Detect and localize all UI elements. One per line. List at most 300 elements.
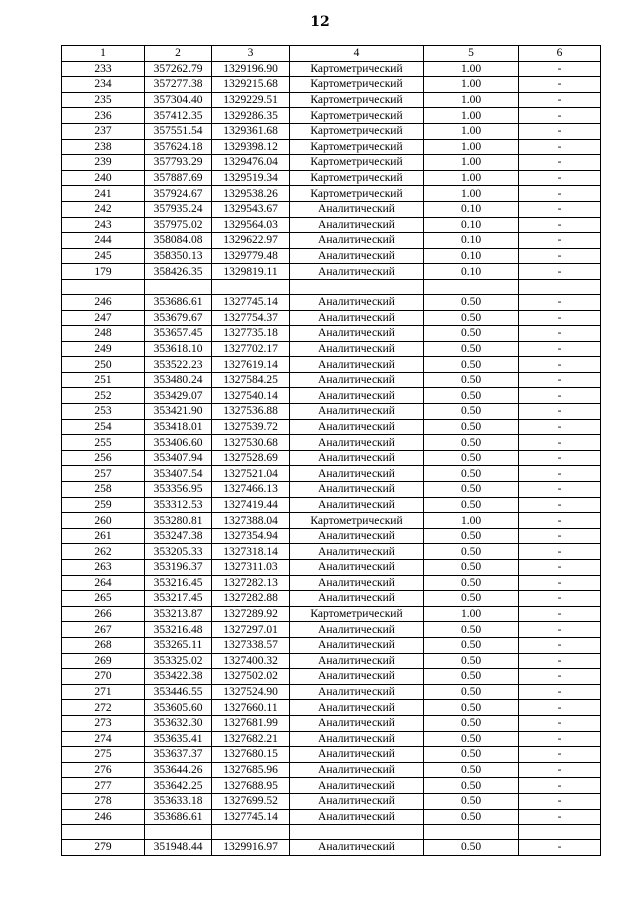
- table-cell: 261: [62, 528, 145, 544]
- table-cell: 258: [62, 482, 145, 498]
- table-cell: 1329819.11: [212, 264, 290, 280]
- table-row: [62, 793, 601, 809]
- column-header: 3: [212, 46, 290, 62]
- table-row: [62, 294, 601, 310]
- table-cell: 0.50: [424, 528, 519, 544]
- section-separator-row: [62, 825, 601, 840]
- empty-cell: [424, 825, 519, 840]
- table-row: [62, 201, 601, 217]
- table-row: [62, 809, 601, 825]
- table-cell: 0.50: [424, 731, 519, 747]
- table-cell: 1327540.14: [212, 388, 290, 404]
- table-cell: Аналитический: [290, 762, 424, 778]
- table-cell: 233: [62, 61, 145, 77]
- table-row: [62, 123, 601, 139]
- table-cell: 234: [62, 77, 145, 93]
- table-cell: 1327400.32: [212, 653, 290, 669]
- empty-cell: [145, 825, 212, 840]
- table-cell: 353216.48: [145, 622, 212, 638]
- table-cell: Аналитический: [290, 637, 424, 653]
- table-cell: Аналитический: [290, 264, 424, 280]
- table-cell: 353421.90: [145, 404, 212, 420]
- table-cell: Аналитический: [290, 233, 424, 249]
- table-cell: 256: [62, 450, 145, 466]
- table-cell: -: [519, 435, 601, 451]
- table-cell: Аналитический: [290, 700, 424, 716]
- table-cell: Картометрический: [290, 186, 424, 202]
- table-row: [62, 186, 601, 202]
- table-cell: 1329519.34: [212, 170, 290, 186]
- table-cell: -: [519, 341, 601, 357]
- table-cell: 353213.87: [145, 606, 212, 622]
- table-row: [62, 653, 601, 669]
- table-cell: 240: [62, 170, 145, 186]
- table-cell: 259: [62, 497, 145, 513]
- table-cell: 0.10: [424, 248, 519, 264]
- table-cell: 0.50: [424, 809, 519, 825]
- table-cell: 353429.07: [145, 388, 212, 404]
- table-cell: 278: [62, 793, 145, 809]
- table-cell: 353280.81: [145, 513, 212, 529]
- table-cell: 1327419.44: [212, 497, 290, 513]
- table-cell: 0.50: [424, 591, 519, 607]
- table-row: [62, 435, 601, 451]
- coordinates-table-body: [62, 46, 601, 856]
- table-row: [62, 466, 601, 482]
- table-cell: -: [519, 170, 601, 186]
- table-cell: 353632.30: [145, 715, 212, 731]
- table-row: [62, 326, 601, 342]
- table-cell: 0.50: [424, 372, 519, 388]
- table-cell: 179: [62, 264, 145, 280]
- table-cell: 353356.95: [145, 482, 212, 498]
- table-cell: 1327318.14: [212, 544, 290, 560]
- table-cell: 268: [62, 637, 145, 653]
- table-row: [62, 155, 601, 171]
- table-cell: 273: [62, 715, 145, 731]
- table-cell: 1329916.97: [212, 840, 290, 856]
- table-cell: 269: [62, 653, 145, 669]
- table-row: [62, 747, 601, 763]
- table-cell: -: [519, 731, 601, 747]
- table-cell: 274: [62, 731, 145, 747]
- table-cell: 357624.18: [145, 139, 212, 155]
- table-cell: 246: [62, 809, 145, 825]
- table-cell: 1327524.90: [212, 684, 290, 700]
- table-cell: -: [519, 778, 601, 794]
- table-cell: -: [519, 466, 601, 482]
- table-cell: 1.00: [424, 108, 519, 124]
- table-cell: -: [519, 669, 601, 685]
- empty-cell: [519, 279, 601, 294]
- table-cell: -: [519, 637, 601, 653]
- table-cell: 1327682.21: [212, 731, 290, 747]
- table-cell: 1327282.88: [212, 591, 290, 607]
- table-cell: 0.50: [424, 341, 519, 357]
- table-cell: Аналитический: [290, 482, 424, 498]
- table-cell: 0.50: [424, 388, 519, 404]
- table-cell: 357935.24: [145, 201, 212, 217]
- table-cell: 353205.33: [145, 544, 212, 560]
- table-cell: 353312.53: [145, 497, 212, 513]
- section-separator-row: [62, 279, 601, 294]
- table-cell: 353686.61: [145, 294, 212, 310]
- table-cell: 357277.38: [145, 77, 212, 93]
- table-cell: -: [519, 747, 601, 763]
- table-cell: 1327619.14: [212, 357, 290, 373]
- table-cell: 0.50: [424, 404, 519, 420]
- table-cell: Аналитический: [290, 466, 424, 482]
- table-row: [62, 357, 601, 373]
- table-cell: -: [519, 404, 601, 420]
- table-cell: 0.50: [424, 357, 519, 373]
- table-cell: 0.50: [424, 669, 519, 685]
- table-cell: 245: [62, 248, 145, 264]
- table-cell: -: [519, 715, 601, 731]
- table-cell: 0.50: [424, 747, 519, 763]
- table-cell: Аналитический: [290, 404, 424, 420]
- table-cell: 247: [62, 310, 145, 326]
- table-cell: Картометрический: [290, 606, 424, 622]
- table-cell: 253: [62, 404, 145, 420]
- table-cell: 0.50: [424, 497, 519, 513]
- table-cell: 353325.02: [145, 653, 212, 669]
- table-cell: 1.00: [424, 77, 519, 93]
- table-cell: -: [519, 186, 601, 202]
- table-cell: -: [519, 248, 601, 264]
- table-cell: 1329779.48: [212, 248, 290, 264]
- table-cell: -: [519, 700, 601, 716]
- table-row: [62, 622, 601, 638]
- table-cell: 0.50: [424, 450, 519, 466]
- table-cell: 353522.23: [145, 357, 212, 373]
- table-cell: Аналитический: [290, 715, 424, 731]
- table-cell: Аналитический: [290, 778, 424, 794]
- table-cell: 357551.54: [145, 123, 212, 139]
- table-cell: 1.00: [424, 170, 519, 186]
- table-cell: Картометрический: [290, 139, 424, 155]
- table-cell: -: [519, 840, 601, 856]
- table-row: [62, 715, 601, 731]
- table-cell: 358084.08: [145, 233, 212, 249]
- table-cell: 357924.67: [145, 186, 212, 202]
- table-row: [62, 840, 601, 856]
- table-cell: 353406.60: [145, 435, 212, 451]
- table-row: [62, 264, 601, 280]
- table-cell: Аналитический: [290, 248, 424, 264]
- table-cell: Аналитический: [290, 435, 424, 451]
- table-cell: 0.50: [424, 700, 519, 716]
- table-cell: 263: [62, 560, 145, 576]
- table-cell: 0.50: [424, 560, 519, 576]
- table-cell: 267: [62, 622, 145, 638]
- table-cell: 0.10: [424, 264, 519, 280]
- table-cell: Аналитический: [290, 731, 424, 747]
- empty-cell: [290, 279, 424, 294]
- table-cell: 353407.94: [145, 450, 212, 466]
- table-cell: 275: [62, 747, 145, 763]
- table-cell: 1327466.13: [212, 482, 290, 498]
- table-row: [62, 341, 601, 357]
- table-cell: 242: [62, 201, 145, 217]
- table-cell: 1327685.96: [212, 762, 290, 778]
- table-cell: -: [519, 575, 601, 591]
- table-cell: Аналитический: [290, 575, 424, 591]
- table-cell: 357887.69: [145, 170, 212, 186]
- table-cell: 1.00: [424, 606, 519, 622]
- table-row: [62, 482, 601, 498]
- table-cell: Аналитический: [290, 528, 424, 544]
- table-cell: -: [519, 793, 601, 809]
- table-cell: -: [519, 513, 601, 529]
- table-cell: 353196.37: [145, 560, 212, 576]
- table-cell: 0.50: [424, 793, 519, 809]
- table-cell: -: [519, 108, 601, 124]
- table-row: [62, 778, 601, 794]
- table-cell: 358350.13: [145, 248, 212, 264]
- table-cell: 249: [62, 341, 145, 357]
- table-cell: 262: [62, 544, 145, 560]
- empty-cell: [212, 279, 290, 294]
- table-cell: 1329398.12: [212, 139, 290, 155]
- empty-cell: [145, 279, 212, 294]
- table-cell: Аналитический: [290, 684, 424, 700]
- table-cell: 353679.67: [145, 310, 212, 326]
- table-cell: 1327699.52: [212, 793, 290, 809]
- table-cell: 279: [62, 840, 145, 856]
- table-cell: -: [519, 372, 601, 388]
- table-cell: -: [519, 622, 601, 638]
- table-cell: 1327338.57: [212, 637, 290, 653]
- table-row: [62, 591, 601, 607]
- table-cell: 0.10: [424, 217, 519, 233]
- table-cell: 1327702.17: [212, 341, 290, 357]
- table-cell: Аналитический: [290, 544, 424, 560]
- table-cell: 248: [62, 326, 145, 342]
- table-cell: Аналитический: [290, 840, 424, 856]
- table-cell: 353635.41: [145, 731, 212, 747]
- table-cell: 353216.45: [145, 575, 212, 591]
- table-cell: 0.50: [424, 544, 519, 560]
- column-header: 2: [145, 46, 212, 62]
- table-cell: 255: [62, 435, 145, 451]
- table-cell: 0.50: [424, 482, 519, 498]
- table-row: [62, 762, 601, 778]
- table-cell: -: [519, 653, 601, 669]
- table-cell: 0.50: [424, 684, 519, 700]
- table-cell: 0.50: [424, 762, 519, 778]
- table-cell: -: [519, 684, 601, 700]
- column-header: 1: [62, 46, 145, 62]
- table-cell: 1327681.99: [212, 715, 290, 731]
- table-row: [62, 139, 601, 155]
- table-cell: 1327502.02: [212, 669, 290, 685]
- table-cell: -: [519, 450, 601, 466]
- table-cell: 1327388.04: [212, 513, 290, 529]
- table-cell: 1329543.67: [212, 201, 290, 217]
- table-cell: 1329229.51: [212, 92, 290, 108]
- table-cell: 351948.44: [145, 840, 212, 856]
- table-cell: -: [519, 357, 601, 373]
- table-cell: 1329286.35: [212, 108, 290, 124]
- table-cell: Аналитический: [290, 372, 424, 388]
- table-cell: 236: [62, 108, 145, 124]
- empty-cell: [290, 825, 424, 840]
- table-cell: 237: [62, 123, 145, 139]
- table-cell: 1.00: [424, 139, 519, 155]
- table-cell: 1327521.04: [212, 466, 290, 482]
- table-row: [62, 92, 601, 108]
- table-cell: -: [519, 544, 601, 560]
- table-cell: -: [519, 560, 601, 576]
- table-row: [62, 700, 601, 716]
- table-cell: 264: [62, 575, 145, 591]
- empty-cell: [424, 279, 519, 294]
- table-cell: -: [519, 497, 601, 513]
- table-row: [62, 419, 601, 435]
- table-cell: 353637.37: [145, 747, 212, 763]
- table-cell: 1327530.68: [212, 435, 290, 451]
- table-cell: Аналитический: [290, 294, 424, 310]
- table-cell: 0.50: [424, 326, 519, 342]
- table-cell: 1327354.94: [212, 528, 290, 544]
- table-cell: -: [519, 92, 601, 108]
- table-cell: 252: [62, 388, 145, 404]
- table-cell: 1329476.04: [212, 155, 290, 171]
- table-cell: 1327754.37: [212, 310, 290, 326]
- table-cell: Аналитический: [290, 793, 424, 809]
- table-row: [62, 77, 601, 93]
- table-cell: Аналитический: [290, 669, 424, 685]
- table-row: [62, 404, 601, 420]
- table-row: [62, 637, 601, 653]
- table-cell: Аналитический: [290, 388, 424, 404]
- table-row: [62, 450, 601, 466]
- table-cell: Аналитический: [290, 450, 424, 466]
- table-cell: 254: [62, 419, 145, 435]
- table-cell: 1.00: [424, 155, 519, 171]
- table-cell: 1329215.68: [212, 77, 290, 93]
- table-cell: Аналитический: [290, 653, 424, 669]
- table-cell: -: [519, 310, 601, 326]
- column-header: 4: [290, 46, 424, 62]
- table-cell: 1.00: [424, 92, 519, 108]
- table-row: [62, 669, 601, 685]
- table-row: [62, 170, 601, 186]
- table-cell: 0.50: [424, 466, 519, 482]
- table-cell: 0.50: [424, 715, 519, 731]
- table-row: [62, 528, 601, 544]
- table-cell: Картометрический: [290, 170, 424, 186]
- table-cell: 1.00: [424, 61, 519, 77]
- table-cell: 353217.45: [145, 591, 212, 607]
- table-cell: -: [519, 294, 601, 310]
- table-cell: 257: [62, 466, 145, 482]
- table-row: [62, 560, 601, 576]
- table-cell: 357262.79: [145, 61, 212, 77]
- table-cell: 0.50: [424, 575, 519, 591]
- table-cell: -: [519, 606, 601, 622]
- table-cell: Аналитический: [290, 809, 424, 825]
- table-cell: 0.50: [424, 637, 519, 653]
- table-cell: 353633.18: [145, 793, 212, 809]
- table-cell: 353642.25: [145, 778, 212, 794]
- table-cell: Картометрический: [290, 92, 424, 108]
- table-cell: -: [519, 419, 601, 435]
- table-cell: -: [519, 139, 601, 155]
- table-cell: -: [519, 809, 601, 825]
- table-cell: 1327745.14: [212, 809, 290, 825]
- table-cell: -: [519, 388, 601, 404]
- table-cell: 265: [62, 591, 145, 607]
- table-cell: -: [519, 123, 601, 139]
- table-cell: 357793.29: [145, 155, 212, 171]
- table-cell: 1329622.97: [212, 233, 290, 249]
- table-cell: 251: [62, 372, 145, 388]
- table-cell: 1.00: [424, 123, 519, 139]
- table-cell: 357975.02: [145, 217, 212, 233]
- table-cell: 1329196.90: [212, 61, 290, 77]
- table-cell: 1327584.25: [212, 372, 290, 388]
- table-cell: 357412.35: [145, 108, 212, 124]
- table-cell: -: [519, 762, 601, 778]
- table-cell: Аналитический: [290, 591, 424, 607]
- table-cell: 353407.54: [145, 466, 212, 482]
- table-cell: Аналитический: [290, 357, 424, 373]
- coordinates-table: [61, 45, 601, 856]
- table-cell: 270: [62, 669, 145, 685]
- table-cell: Картометрический: [290, 155, 424, 171]
- table-row: [62, 372, 601, 388]
- table-cell: 0.50: [424, 310, 519, 326]
- table-cell: 1327289.92: [212, 606, 290, 622]
- table-cell: 266: [62, 606, 145, 622]
- table-cell: -: [519, 528, 601, 544]
- table-row: [62, 310, 601, 326]
- table-cell: 272: [62, 700, 145, 716]
- table-cell: 353618.10: [145, 341, 212, 357]
- table-cell: 235: [62, 92, 145, 108]
- table-cell: Аналитический: [290, 326, 424, 342]
- table-cell: -: [519, 233, 601, 249]
- table-cell: -: [519, 482, 601, 498]
- table-row: [62, 606, 601, 622]
- table-cell: 1327311.03: [212, 560, 290, 576]
- table-cell: 246: [62, 294, 145, 310]
- table-cell: 1327735.18: [212, 326, 290, 342]
- table-cell: Аналитический: [290, 560, 424, 576]
- empty-cell: [62, 279, 145, 294]
- table-cell: -: [519, 326, 601, 342]
- table-cell: 0.50: [424, 419, 519, 435]
- table-cell: 353686.61: [145, 809, 212, 825]
- table-cell: 353418.01: [145, 419, 212, 435]
- empty-cell: [62, 825, 145, 840]
- table-cell: 0.10: [424, 233, 519, 249]
- table-cell: 1327297.01: [212, 622, 290, 638]
- table-cell: 353657.45: [145, 326, 212, 342]
- table-cell: 1327660.11: [212, 700, 290, 716]
- table-cell: 1329538.26: [212, 186, 290, 202]
- table-cell: Картометрический: [290, 108, 424, 124]
- table-cell: Аналитический: [290, 622, 424, 638]
- table-cell: 241: [62, 186, 145, 202]
- page-number: 12: [310, 14, 330, 30]
- table-cell: 276: [62, 762, 145, 778]
- table-cell: 1329361.68: [212, 123, 290, 139]
- table-cell: Картометрический: [290, 61, 424, 77]
- table-cell: 1327680.15: [212, 747, 290, 763]
